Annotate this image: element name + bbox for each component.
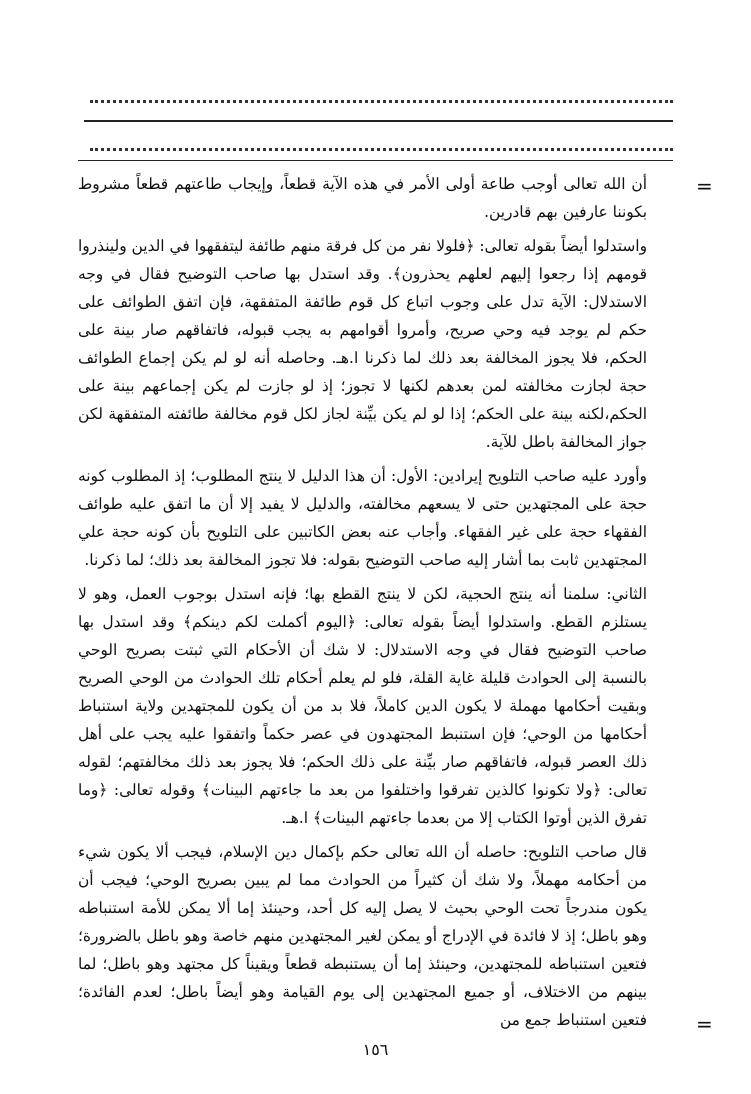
paragraph: الثاني: سلمنا أنه ينتج الحجية، لكن لا ينتج القطع بها؛ فإنه استدل بوجوب العمل، وهو لا يستلزم القطع. واستدلوا أيضاً بقوله تعالى: ﴿اليوم أكملت لكم دينكم﴾ وقد استدل بها صاحب التوضيح فقال في وجه الاستدلال: لا شك أن الأحكام التي ثبتت بصريح الوحي بالنسبة إلى الحوادث قليلة غاية القلة، فلو لم يعلم أحكام تلك الحوادث من الوحي الصريح وبقيت أحكامها مهملة لا يكون الدين كاملاً، فلا بد من أن يكون للمجتهدين ولاية استنباط أحكامها من الوحي؛ فإن استنبط المجتهدون في عصر حكماً واتفقوا عليه يجب على أهل ذلك العصر قبوله، فاتفاقهم صار بيِّنة على ذلك الحكم؛ فلا يجوز بعد ذلك مخالفتهم؛ لقوله تعالى: ﴿ولا تكونوا كالذين تفرقوا واختلفوا من بعد ما جاءتهم البينات﴾ وقوله تعالى: ﴿وما تفرق الذين أوتوا الكتاب إلا من بعدما جاءتهم البينات﴾ ا.هـ.	[78, 585, 647, 827]
page-number: ١٥٦	[362, 1040, 389, 1059]
continuation-mark-top: =	[696, 174, 713, 198]
text-divider	[78, 160, 673, 161]
top-solid-rule	[84, 120, 673, 122]
paragraph: وأورد عليه صاحب التلويح إيرادين: الأول: أن هذا الدليل لا ينتج المطلوب؛ إذ المطلوب كونه حجة على المجتهدين حتى لا يسعهم مخالفته، والدليل لا يفيد إلا أن ما اتفق عليه طوائف الفقهاء حجة على غير الفقهاء. وأجاب عنه بعض الكاتبين على التلويح بأن كونه حجة علي المجتهدين ثابت بما أشار إليه صاحب التوضيح بقوله: فلا تجوز المخالفة بعد ذلك؛ لما ذكرنا.	[78, 467, 647, 569]
page-body	[78, 170, 647, 1029]
paragraph: واستدلوا أيضاً بقوله تعالى: ﴿فلولا نفر من كل فرقة منهم طائفة ليتفقهوا في الدين ولينذروا قومهم إذا رجعوا إليهم لعلهم يحذرون﴾. وقد استدل بها صاحب التوضيح فقال في وجه الاستدلال: الآية تدل على وجوب اتباع كل قوم طائفة المتفقهة، فإن اتفق الطوائف على حكم لم يوجد فيه وحي صريح، وأمروا أقوامهم به يجب قبوله، فاتفاقهم صار بينة على الحكم، فلا يجوز المخالفة بعد ذلك لما ذكرنا ا.هـ. وحاصله أنه لو لم يكن إجماع الطوائف حجة لجازت مخالفته لمن بعدهم لكنها لا تجوز؛ إذ لو جازت لم يكن إجماعهم بينة على الحكم،لكنه بينة على الحكم؛ إذا لو لم يكن بيِّنة لجاز لكل قوم مخالفة طائفته المتفقهة لكن جواز المخالفة باطل للآية.	[78, 237, 647, 451]
paragraph: أن الله تعالى أوجب طاعة أولى الأمر في هذه الآية قطعاً، وإيجاب طاعتهم قطعاً مشروط بكوننا عارفين بهم قادرين.	[78, 175, 647, 221]
second-dotted-line	[90, 138, 673, 151]
continuation-mark-bottom: =	[696, 1012, 713, 1036]
paragraph: قال صاحب التلويح: حاصله أن الله تعالى حكم بإكمال دين الإسلام، فيجب ألا يكون شيء من أحكامه مهملاً، ولا شك أن كثيراً من الحوادث مما لم يبين بصريح الوحي؛ فيجب أن يكون مندرجاً تحت الوحي بحيث لا يصل إليه كل أحد، وحينئذ إما ألا يمكن للأمة استنباطه وهو باطل؛ إذ لا فائدة في الإدراج أو يمكن لغير المجتهدين منهم خاصة وهو باطل بالضرورة؛ فتعين استنباطه للمجتهدين، وحينئذ إما أن يستنبطه قطعاً ويقيناً كل مجتهد وهو باطل؛ لما بينهم من الاختلاف، أو جميع المجتهدين إلى يوم القيامة وهو أيضاً باطل؛ لعدم الفائدة؛ فتعين استنباط جمع من	[78, 843, 647, 1029]
top-dotted-line	[90, 86, 673, 103]
